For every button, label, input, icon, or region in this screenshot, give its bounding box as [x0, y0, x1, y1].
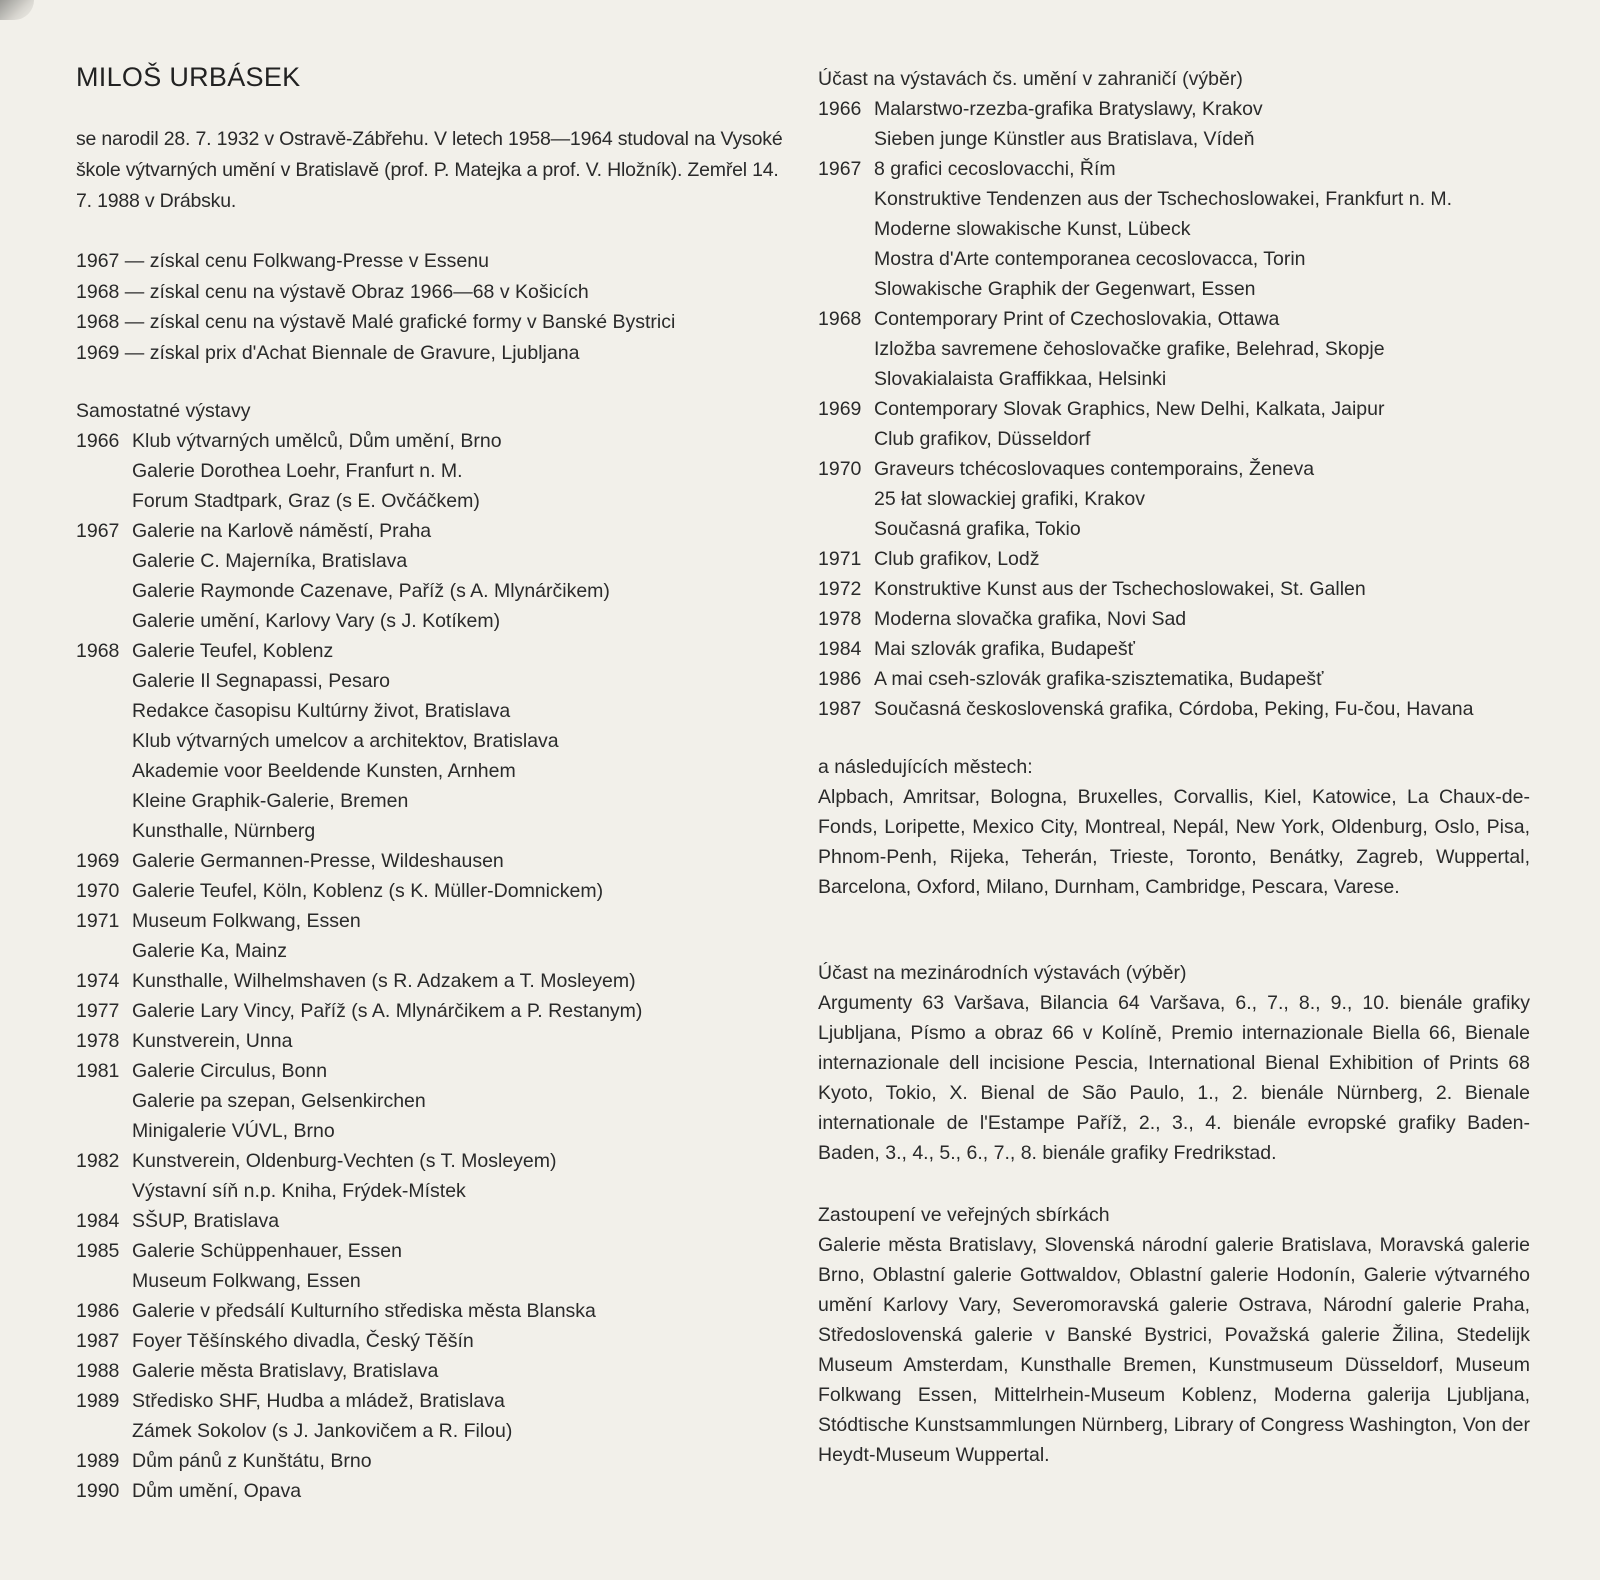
exhibition-text: Museum Folkwang, Essen: [132, 910, 361, 932]
exhibition-entry: [818, 424, 1530, 454]
exhibition-year: 1968: [818, 308, 862, 330]
exhibition-year: 1988: [76, 1360, 120, 1382]
exhibition-entry: [818, 514, 1530, 544]
exhibition-year: 1968: [76, 640, 120, 662]
exhibition-text: Středisko SHF, Hudba a mládež, Bratislava: [132, 1390, 505, 1412]
exhibition-entry: [818, 484, 1530, 514]
awards-list: [76, 246, 788, 368]
exhibition-entry: [76, 1386, 788, 1416]
foreign-exhibitions-title: Účast na výstavách čs. umění v zahraničí (výběr): [818, 68, 1243, 90]
solo-exhibitions-section: [76, 396, 788, 1506]
exhibition-text: Galerie Schüppenhauer, Essen: [132, 1240, 402, 1262]
exhibition-entry: [76, 1146, 788, 1176]
exhibition-entry: [818, 394, 1530, 424]
exhibition-year: 1966: [818, 98, 862, 120]
exhibition-entry: [76, 1446, 788, 1476]
exhibition-entry: [818, 664, 1530, 694]
exhibition-text: Graveurs tchécoslovaques contemporains, Ženeva: [874, 458, 1315, 480]
exhibition-entry: [76, 906, 788, 936]
exhibition-entry: [76, 666, 788, 696]
exhibition-entry: [76, 936, 788, 966]
exhibition-entry: [76, 996, 788, 1026]
exhibition-entry: [76, 726, 788, 756]
exhibition-text: Kunstverein, Unna: [132, 1030, 293, 1052]
exhibition-text: Galerie pa szepan, Gelsenkirchen: [132, 1090, 426, 1112]
cities-paragraph: Alpbach, Amritsar, Bologna, Bruxelles, Corvallis, Kiel, Katowice, La Chaux-de-Fonds, Loripette, Mexico City, Montreal, Nepál, New York, Oldenburg, Oslo, Pisa, Phnom-Penh, Rijeka, Teherán, Trieste, Toronto, Benátky, Zagreb, Wuppertal, Barcelona, Oxford, Milano, Durnham, Cambridge, Pescara, Varese.: [818, 786, 1530, 898]
exhibition-text: Galerie Raymonde Cazenave, Paříž (s A. Mlynárčikem): [132, 580, 610, 602]
exhibition-entry: [76, 636, 788, 666]
exhibition-entry: [76, 1176, 788, 1206]
exhibition-text: Malarstwo-rzezba-grafika Bratyslawy, Krakov: [874, 98, 1263, 120]
exhibition-entry: [818, 694, 1530, 724]
exhibition-year: 1978: [76, 1030, 120, 1052]
exhibition-entry: [76, 1416, 788, 1446]
international-exhibitions-title: Účast na mezinárodních výstavách (výběr): [818, 962, 1187, 984]
exhibition-entry: [76, 576, 788, 606]
exhibition-text: Galerie Teufel, Köln, Koblenz (s K. Müller-Domnickem): [132, 880, 604, 902]
exhibition-year: 1972: [818, 578, 862, 600]
exhibition-text: Galerie Germannen-Presse, Wildeshausen: [132, 850, 504, 872]
exhibition-text: Sieben junge Künstler aus Bratislava, Vídeň: [874, 128, 1255, 150]
exhibition-year: 1984: [76, 1210, 120, 1232]
exhibition-year: 1987: [76, 1330, 120, 1352]
exhibition-entry: [818, 244, 1530, 274]
exhibition-text: Současná československá grafika, Córdoba, Peking, Fu-čou, Havana: [874, 698, 1474, 720]
exhibition-text: Kunsthalle, Wilhelmshaven (s R. Adzakem a T. Mosleyem): [132, 970, 636, 992]
exhibition-text: A mai cseh-szlovák grafika-szisztematika, Budapešť: [874, 668, 1324, 690]
exhibition-entry: [818, 124, 1530, 154]
exhibition-year: 1990: [76, 1480, 120, 1502]
exhibition-entry: [76, 1326, 788, 1356]
exhibition-text: Konstruktive Tendenzen aus der Tschechoslowakei, Frankfurt n. M.: [874, 188, 1453, 210]
exhibition-text: Kleine Graphik-Galerie, Bremen: [132, 790, 409, 812]
exhibition-text: Galerie umění, Karlovy Vary (s J. Kotíkem): [132, 610, 501, 632]
exhibition-text: Contemporary Slovak Graphics, New Delhi, Kalkata, Jaipur: [874, 398, 1385, 420]
cities-section: [818, 752, 1530, 902]
exhibition-entry: [76, 516, 788, 546]
exhibition-text: Dům umění, Opava: [132, 1480, 302, 1502]
exhibition-year: 1989: [76, 1450, 120, 1472]
exhibition-entry: [76, 696, 788, 726]
exhibition-text: Konstruktive Kunst aus der Tschechoslowakei, St. Gallen: [874, 578, 1366, 600]
exhibition-year: 1967: [818, 158, 862, 180]
international-exhibitions-section: [818, 958, 1530, 1168]
exhibition-entry: [76, 786, 788, 816]
exhibition-year: 1967: [76, 520, 120, 542]
exhibition-text: Zámek Sokolov (s J. Jankovičem a R. Filou): [132, 1420, 513, 1442]
cities-intro: a následujících městech:: [818, 756, 1033, 778]
exhibition-entry: [818, 634, 1530, 664]
exhibition-year: 1970: [818, 458, 862, 480]
exhibition-text: Dům pánů z Kunštátu, Brno: [132, 1450, 372, 1472]
exhibition-text: Club grafikov, Düsseldorf: [874, 428, 1091, 450]
exhibition-entry: [76, 1476, 788, 1506]
exhibition-entry: [76, 816, 788, 846]
exhibition-entry: [818, 214, 1530, 244]
exhibition-text: Minigalerie VÚVL, Brno: [132, 1120, 335, 1142]
award-item: 1967 — získal cenu Folkwang-Presse v Essenu: [76, 250, 489, 272]
exhibition-entry: [76, 1296, 788, 1326]
exhibition-text: 25 łat slowackiej grafiki, Krakov: [874, 488, 1145, 510]
foreign-exhibitions-list: [818, 94, 1530, 724]
exhibition-entry: [818, 304, 1530, 334]
exhibition-year: 1971: [818, 548, 862, 570]
exhibition-entry: [76, 606, 788, 636]
exhibition-text: 8 grafici cecoslovacchi, Řím: [874, 158, 1116, 180]
solo-exhibitions-list: [76, 426, 788, 1506]
exhibition-text: Galerie Circulus, Bonn: [132, 1060, 328, 1082]
exhibition-entry: [76, 456, 788, 486]
exhibition-text: Izložba savremene čehoslovačke grafike, Belehrad, Skopje: [874, 338, 1385, 360]
exhibition-text: Mostra d'Arte contemporanea cecoslovacca, Torin: [874, 248, 1306, 270]
exhibition-text: Galerie Il Segnapassi, Pesaro: [132, 670, 390, 692]
exhibition-text: SŠUP, Bratislava: [132, 1210, 280, 1232]
exhibition-year: 1981: [76, 1060, 120, 1082]
exhibition-text: Kunsthalle, Nürnberg: [132, 820, 316, 842]
exhibition-year: 1974: [76, 970, 120, 992]
exhibition-entry: [818, 334, 1530, 364]
exhibition-entry: [76, 486, 788, 516]
exhibition-text: Klub výtvarných umělců, Dům umění, Brno: [132, 430, 502, 452]
exhibition-entry: [818, 364, 1530, 394]
international-exhibitions-paragraph: Argumenty 63 Varšava, Bilancia 64 Varšava, 6., 7., 8., 9., 10. bienále grafiky Ljubljana, Písmo a obraz 66 v Kolíně, Premio internazionale Biella 66, Bienale internazionale dell incisione Pescia, International Bienal Exhibition of Prints 68 Kyoto, Tokio, X. Bienal de São Paulo, 1., 2. bienále Nürnberg, 2. Bienale internationale de l'Estampe Paříž, 2., 3., 4. bienále evropské grafiky Baden-Baden, 3., 4., 5., 6., 7., 8. bienále grafiky Fredrikstad.: [818, 992, 1530, 1164]
public-collections-paragraph: Galerie města Bratislavy, Slovenská národní galerie Bratislava, Moravská galerie Brno, Oblastní galerie Gottwaldov, Oblastní galerie Hodonín, Galerie výtvarného umění Karlovy Vary, Severomoravská galerie Ostrava, Národní galerie Praha, Středoslovenská galerie v Banské Bystrici, Považská galerie Žilina, Stedelijk Museum Amsterdam, Kunsthalle Bremen, Kunstmuseum Düsseldorf, Museum Folkwang Essen, Mittelrhein-Museum Koblenz, Moderna galerija Ljubljana, Stódtische Kunstsammlungen Nürnberg, Library of Congress Washington, Von der Heydt-Museum Wuppertal.: [818, 1234, 1530, 1466]
solo-exhibitions-title: Samostatné výstavy: [76, 400, 251, 422]
exhibition-year: 1987: [818, 698, 862, 720]
exhibition-text: Slovakialaista Graffikkaa, Helsinki: [874, 368, 1167, 390]
exhibition-entry: [76, 966, 788, 996]
exhibition-entry: [76, 1116, 788, 1146]
exhibition-entry: [76, 1026, 788, 1056]
artist-name-heading: MILOŠ URBÁSEK: [76, 62, 301, 92]
exhibition-entry: [818, 154, 1530, 184]
exhibition-text: Akademie voor Beeldende Kunsten, Arnhem: [132, 760, 516, 782]
exhibition-text: Galerie v předsálí Kulturního střediska města Blanska: [132, 1300, 596, 1322]
exhibition-text: Foyer Těšínského divadla, Český Těšín: [132, 1330, 474, 1352]
exhibition-entry: [818, 544, 1530, 574]
exhibition-text: Museum Folkwang, Essen: [132, 1270, 361, 1292]
exhibition-text: Club grafikov, Lodž: [874, 548, 1040, 570]
exhibition-year: 1977: [76, 1000, 120, 1022]
exhibition-text: Mai szlovák grafika, Budapešť: [874, 638, 1135, 660]
exhibition-entry: [76, 1266, 788, 1296]
exhibition-entry: [76, 876, 788, 906]
biography-paragraph: se narodil 28. 7. 1932 v Ostravě-Zábřehu. V letech 1958—1964 studoval na Vysoké škole výtvarných umění v Bratislavě (prof. P. Matejka a prof. V. Hložník). Zemřel 14. 7. 1988 v Drábsku.: [76, 128, 783, 212]
exhibition-year: 1984: [818, 638, 862, 660]
exhibition-entry: [76, 546, 788, 576]
exhibition-entry: [818, 184, 1530, 214]
exhibition-entry: [818, 274, 1530, 304]
exhibition-year: 1970: [76, 880, 120, 902]
exhibition-text: Výstavní síň n.p. Kniha, Frýdek-Místek: [132, 1180, 466, 1202]
exhibition-entry: [76, 756, 788, 786]
exhibition-year: 1978: [818, 608, 862, 630]
exhibition-entry: [818, 604, 1530, 634]
exhibition-year: 1982: [76, 1150, 120, 1172]
foreign-exhibitions-section: [818, 64, 1530, 724]
exhibition-text: Kunstverein, Oldenburg-Vechten (s T. Mosleyem): [132, 1150, 557, 1172]
exhibition-text: Galerie města Bratislavy, Bratislava: [132, 1360, 439, 1382]
exhibition-entry: [76, 1206, 788, 1236]
exhibition-text: Galerie Ka, Mainz: [132, 940, 287, 962]
exhibition-year: 1986: [818, 668, 862, 690]
exhibition-year: 1986: [76, 1300, 120, 1322]
exhibition-year: 1989: [76, 1390, 120, 1412]
exhibition-text: Galerie Dorothea Loehr, Franfurt n. M.: [132, 460, 463, 482]
exhibition-entry: [76, 846, 788, 876]
exhibition-entry: [76, 1236, 788, 1266]
exhibition-text: Slowakische Graphik der Gegenwart, Essen: [874, 278, 1256, 300]
exhibition-entry: [76, 1086, 788, 1116]
public-collections-title: Zastoupení ve veřejných sbírkách: [818, 1204, 1110, 1226]
exhibition-year: 1971: [76, 910, 120, 932]
exhibition-entry: [76, 1356, 788, 1386]
exhibition-text: Galerie Lary Vincy, Paříž (s A. Mlynárčikem a P. Restanym): [132, 1000, 643, 1022]
exhibition-text: Klub výtvarných umelcov a architektov, Bratislava: [132, 730, 559, 752]
exhibition-text: Contemporary Print of Czechoslovakia, Ottawa: [874, 308, 1280, 330]
exhibition-text: Moderna slovačka grafika, Novi Sad: [874, 608, 1187, 630]
exhibition-entry: [76, 1056, 788, 1086]
page-corner-shadow: [0, 0, 34, 20]
exhibition-text: Forum Stadtpark, Graz (s E. Ovčáčkem): [132, 490, 480, 512]
exhibition-entry: [818, 454, 1530, 484]
exhibition-year: 1985: [76, 1240, 120, 1262]
exhibition-entry: [76, 426, 788, 456]
exhibition-text: Moderne slowakische Kunst, Lübeck: [874, 218, 1191, 240]
exhibition-year: 1966: [76, 430, 120, 452]
exhibition-year: 1969: [76, 850, 120, 872]
exhibition-entry: [818, 574, 1530, 604]
exhibition-year: 1969: [818, 398, 862, 420]
exhibition-text: Galerie C. Majerníka, Bratislava: [132, 550, 408, 572]
public-collections-section: [818, 1200, 1530, 1470]
exhibition-text: Galerie Teufel, Koblenz: [132, 640, 334, 662]
exhibition-text: Současná grafika, Tokio: [874, 518, 1081, 540]
exhibition-text: Redakce časopisu Kultúrny život, Bratislava: [132, 700, 511, 722]
award-item: 1968 — získal cenu na výstavě Obraz 1966—68 v Košicích: [76, 280, 589, 303]
award-item: 1968 — získal cenu na výstavě Malé grafické formy v Banské Bystrici: [76, 311, 676, 333]
exhibition-entry: [818, 94, 1530, 124]
exhibition-text: Galerie na Karlově náměstí, Praha: [132, 520, 432, 542]
award-item: 1969 — získal prix d'Achat Biennale de Gravure, Ljubljana: [76, 341, 580, 364]
